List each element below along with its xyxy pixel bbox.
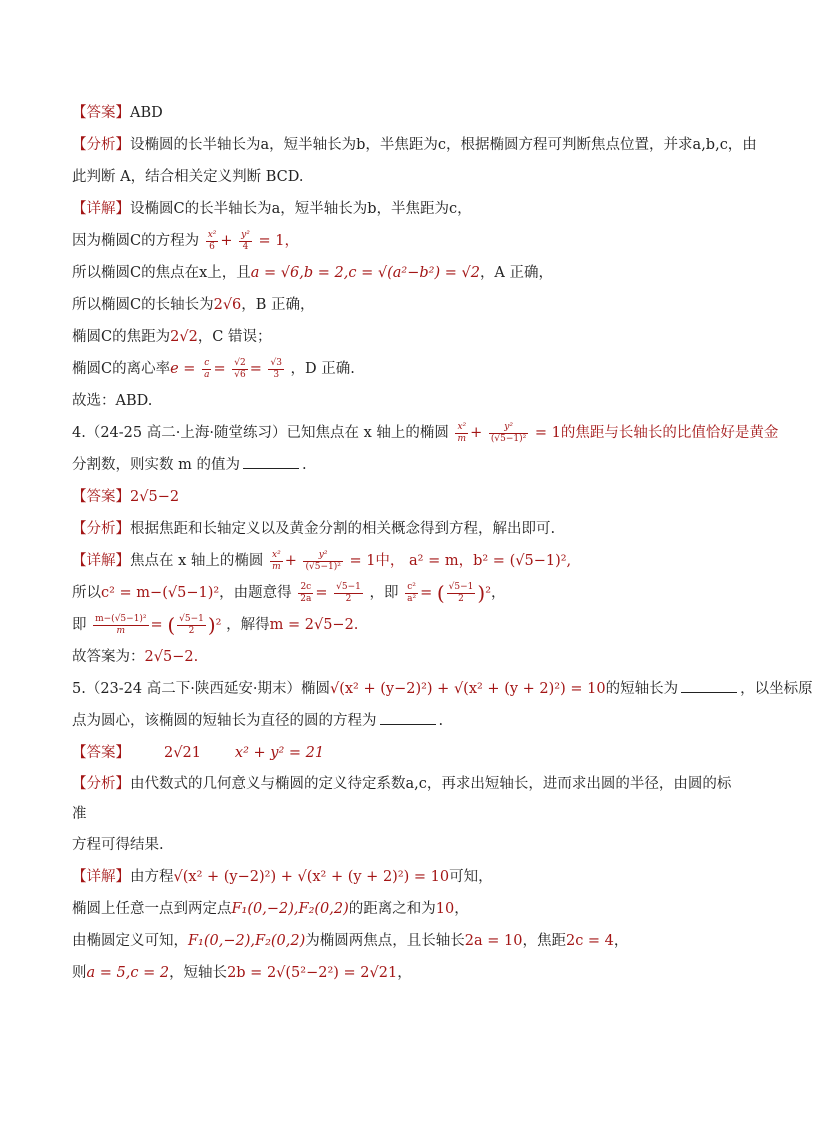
q3-detail-line: [72, 193, 734, 225]
fraction: $\frac{\text{y²}}{\text{(√5−1)²}}$: [490, 421, 527, 444]
math-text: m = 2√5−2.: [269, 617, 359, 633]
fraction: $\frac{\text{x²}}{6}$: [207, 229, 217, 252]
detail-text: 由方程: [130, 869, 174, 885]
q3-analysis-line: [72, 129, 757, 161]
analysis-tag: 【分析】: [72, 776, 130, 792]
detail-text: = 1中，: [349, 553, 405, 569]
analysis-text: 设椭圆的长半轴长为a，短半轴长为b，半焦距为c，根据椭圆方程可判断焦点位置，并求a,b,c，由: [130, 137, 757, 153]
detail-text: 椭圆上任意一点到两定点: [72, 901, 232, 917]
fraction: $\frac{\text{c²}}{\text{a²}}$: [407, 581, 417, 604]
detail-tag: 【详解】: [72, 553, 130, 569]
fraction: $\frac{\text{y²}}{\text{(√5−1)²}}$: [305, 549, 341, 572]
conclusion-text: 故答案为：: [72, 649, 145, 665]
question-text: 分割数，则实数 m 的值为: [72, 457, 240, 473]
answer-tag: 【答案】: [72, 489, 130, 505]
detail-text: 为椭圆两焦点，且长轴长: [305, 933, 465, 949]
q3-major-axis-line: [72, 289, 734, 321]
detail-text: 所以椭圆C的长轴长为: [72, 297, 214, 313]
analysis-text: 根据焦距和长轴定义以及黄金分割的相关概念得到方程，解出即可.: [130, 521, 556, 537]
q4-stem-line-2: 分割数，则实数 m 的值为 .: [72, 449, 734, 481]
detail-text: ，解得: [226, 617, 270, 633]
analysis-text: 方程可得结果.: [72, 837, 164, 853]
detail-text: ，即: [369, 585, 399, 601]
detail-text: ，A 正确，: [479, 265, 554, 281]
question-text: = 1的焦距与长轴长的比值恰好是黄金: [534, 425, 779, 441]
detail-text: 由椭圆定义可知，: [72, 933, 188, 949]
conclusion-text: 故选：ABD.: [72, 393, 153, 409]
q3-focus-line: [72, 257, 734, 289]
q3-eccentricity-line: 椭圆C的离心率e = $\frac{c}{a}$ = $\frac{√2}{√6}$ = $\frac{√3}{3}$ ，D 正确.: [72, 357, 355, 380]
math-text: 2a = 10: [464, 933, 523, 949]
q4-detail-line-3: 即 $\frac{\text{m−(√5−1)²}}{m}$ = ( $\frac{√5-1}{2}$ )² ，解得m = 2√5−2.: [72, 613, 359, 637]
fraction: $\frac{2c}{2a}$: [300, 581, 312, 604]
answer-blank[interactable]: [243, 454, 299, 469]
detail-text: ，短轴长: [169, 965, 228, 981]
q5-detail-line-3: 由椭圆定义可知，F₁(0,−2),F₂(0,2)为椭圆两焦点，且长轴长2a = 10，焦距2c = 4，: [72, 933, 629, 949]
detail-text: ，焦距: [522, 933, 566, 949]
detail-text: 所以椭圆C的焦点在x上，且: [72, 265, 251, 281]
detail-tag: 【详解】: [72, 869, 130, 885]
q4-analysis-line: [72, 513, 734, 545]
answer-tag: 【答案】: [72, 745, 130, 761]
analysis-tag: 【分析】: [72, 521, 130, 537]
detail-text: ，由题意得: [219, 585, 292, 601]
question-text: 5.（23-24 高二下·陕西延安·期末）椭圆: [72, 681, 330, 697]
fraction: $\frac{√2}{√6}$: [234, 357, 246, 380]
math-text: 2√6: [213, 297, 242, 313]
detail-text: ，C 错误；: [197, 329, 272, 345]
answer-blank[interactable]: [380, 710, 436, 725]
q5-stem-line-2: 点为圆心，该椭圆的短轴长为直径的圆的方程为 .: [72, 705, 734, 737]
fraction: $\frac{\text{x²}}{m}$: [457, 421, 467, 444]
q3-focal-line: [72, 321, 734, 353]
fraction: $\frac{√3}{3}$: [270, 357, 282, 380]
math-text: F₁(0,−2),F₂(0,2): [188, 933, 306, 949]
q3-answer-line: [72, 97, 734, 129]
detail-text: ，D 正确.: [290, 361, 355, 377]
q5-detail-line-4: 则a = 5,c = 2，短轴长2b = 2√(5²−2²) = 2√21，: [72, 965, 412, 981]
question-text: 的短轴长为: [605, 681, 679, 697]
detail-text: ，B 正确，: [241, 297, 315, 313]
analysis-tag: 【分析】: [72, 137, 130, 153]
math-text: a = 5,c = 2: [86, 965, 170, 981]
detail-text: 椭圆C的焦距为: [72, 329, 171, 345]
detail-text: 所以: [72, 585, 101, 601]
math-text: √(x² + (y−2)²) + √(x² + (y + 2)²) = 10: [329, 681, 606, 697]
q5-detail-line-2: 椭圆上任意一点到两定点F₁(0,−2),F₂(0,2)的距离之和为10，: [72, 901, 469, 917]
detail-text: 因为椭圆C的方程为: [72, 233, 200, 249]
math-text: 2√2: [170, 329, 198, 345]
question-text: ，以坐标原: [740, 681, 813, 697]
math-text: 2b = 2√(5²−2²) = 2√21: [227, 965, 398, 981]
q5-stem-line: [72, 673, 813, 705]
math-text: a² = m，b² = (√5−1)²,: [409, 553, 572, 569]
math-text: F₁(0,−2),F₂(0,2): [231, 901, 349, 917]
analysis-text: 由代数式的几何意义与椭圆的定义待定系数a,c，再求出短轴长，进而求出圆的半径，由圆的标准: [72, 776, 732, 822]
q4-stem-line: 4.（24-25 高二·上海·随堂练习）已知焦点在 x 轴上的椭圆 $\frac{\text{x²}}{m}$ + $\frac{\text{y²}}{\text{(√5−1)²}}$ = 1的焦距与长轴长的比值恰好是黄金: [72, 421, 779, 444]
answer-text: ABD: [130, 105, 163, 121]
math-text: = 1，: [258, 233, 299, 249]
q3-analysis-line-2: [72, 161, 734, 193]
fraction: $\frac{√5-1}{2}$: [336, 581, 361, 604]
q5-detail-line: [72, 861, 734, 893]
math-text: 10: [435, 901, 455, 917]
question-text: 点为圆心，该椭圆的短轴长为直径的圆的方程为: [72, 713, 377, 729]
math-text: c² = m−(√5−1)²: [101, 585, 220, 601]
math-text: a = √6,b = 2,c = √(a²−b²) = √2: [250, 265, 480, 281]
q4-detail-line-2: 所以c² = m−(√5−1)²，由题意得 $\frac{2c}{2a}$ = $\frac{√5-1}{2}$ ，即 $\frac{\text{c²}}{\text{a²}}$ = ( $\frac{√5-1}{2}$ )²，: [72, 581, 506, 605]
fraction: $\frac{\text{y²}}{4}$: [241, 229, 250, 252]
fraction: $\frac{\text{m−(√5−1)²}}{m}$: [95, 613, 147, 636]
math-text: √(x² + (y−2)²) + √(x² + (y + 2)²) = 10: [173, 869, 450, 885]
detail-text: 可知，: [449, 869, 493, 885]
answer-text: 2√5−2: [130, 489, 180, 505]
fraction: $\frac{\text{x²}}{m}$: [272, 549, 281, 572]
answer-text: x² + y² = 21: [234, 745, 325, 761]
detail-tag: 【详解】: [72, 201, 130, 217]
q5-analysis: [72, 769, 734, 829]
q5-answer-line: [72, 737, 734, 769]
detail-text: 椭圆C的离心率: [72, 361, 171, 377]
analysis-text: 此判断 A，结合相关定义判断 BCD.: [72, 169, 304, 185]
detail-text: 则: [72, 965, 87, 981]
q3-conclusion: [72, 385, 734, 417]
q4-conclusion: [72, 641, 734, 673]
detail-text: 设椭圆C的长半轴长为a，短半轴长为b，半焦距为c，: [130, 201, 472, 217]
detail-text: 即: [72, 617, 87, 633]
fraction: $\frac{c}{a}$: [204, 357, 210, 380]
math-text: 2√5−2.: [144, 649, 199, 665]
q4-answer-line: [72, 481, 734, 513]
q5-analysis-line-2: [72, 829, 734, 861]
q4-detail-line: 【详解】焦点在 x 轴上的椭圆 $\frac{\text{x²}}{m}$ + $\frac{\text{y²}}{\text{(√5−1)²}}$ = 1中， a² = m，b² = (√5−1)²,: [72, 549, 572, 572]
detail-text: 的距离之和为: [348, 901, 436, 917]
detail-text: 焦点在 x 轴上的椭圆: [130, 553, 264, 569]
answer-tag: 【答案】: [72, 105, 130, 121]
math-text: 2c = 4: [565, 933, 614, 949]
answer-text: 2√21: [164, 745, 201, 761]
question-text: 4.（24-25 高二·上海·随堂练习）已知焦点在 x 轴上的椭圆: [72, 425, 449, 441]
answer-blank[interactable]: [681, 678, 737, 693]
q3-equation-line: 因为椭圆C的方程为 $\frac{\text{x²}}{6}$ + $\frac{\text{y²}}{4}$ = 1，: [72, 229, 299, 252]
